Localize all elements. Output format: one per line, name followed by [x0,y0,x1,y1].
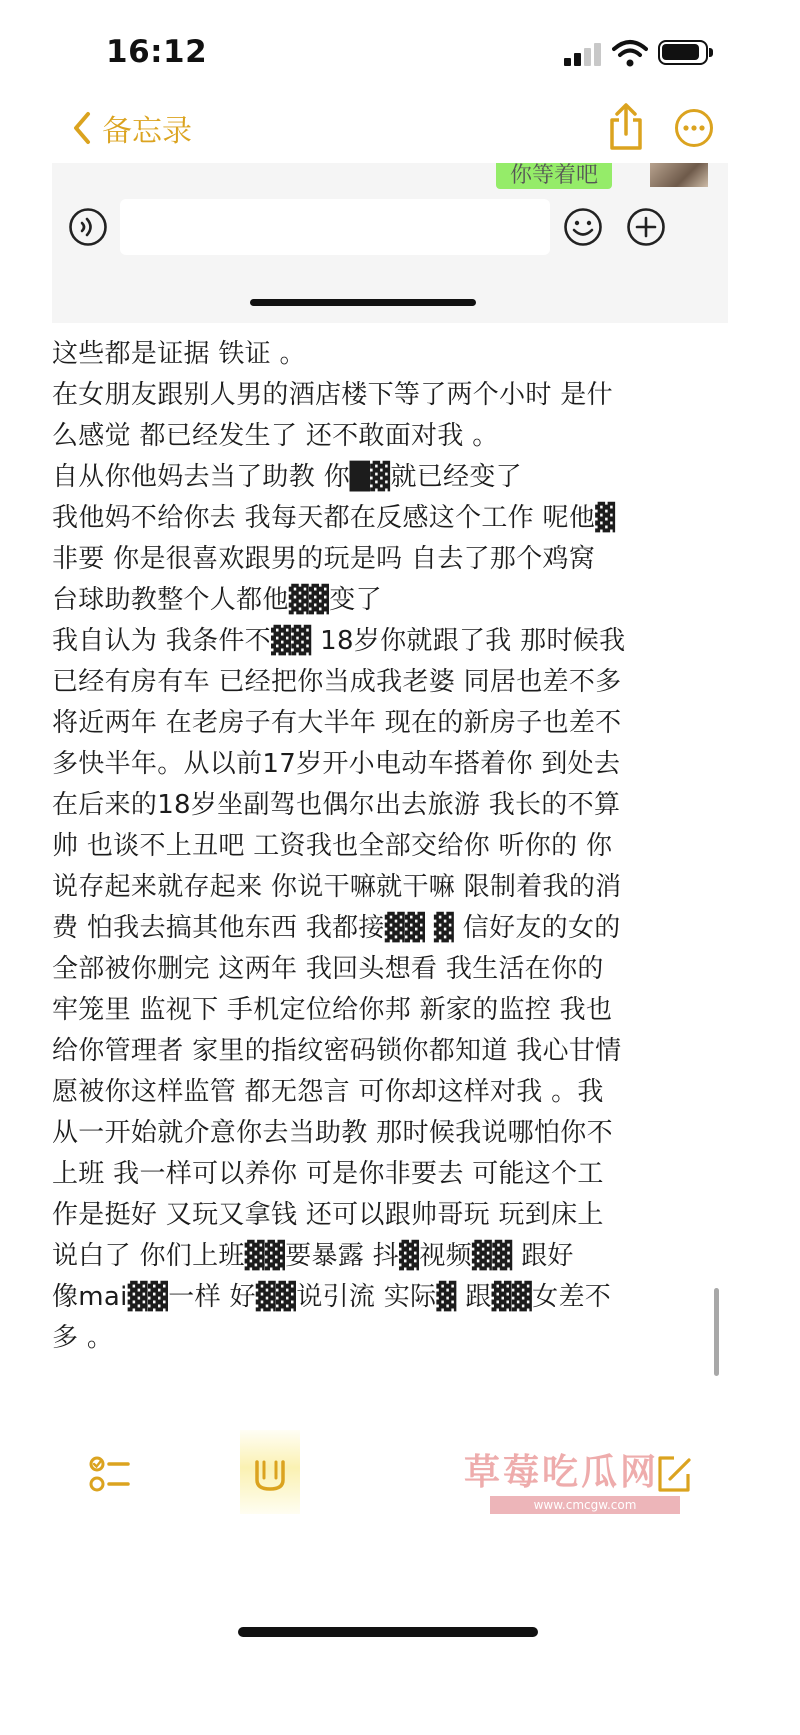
note-line: 我自认为 我条件不▓▓ 18岁你就跟了我 那时候我 [52,626,626,656]
chat-bubble: 你等着吧 [496,163,612,189]
note-line: 我他妈不给你去 我每天都在反感这个工作 呢他▓ [52,503,616,533]
note-line: 说存起来就存起来 你说干嘛就干嘛 限制着我的消 [52,872,622,902]
note-line: 在后来的18岁坐副驾也偶尔出去旅游 我长的不算 [52,790,621,820]
battery-icon [658,40,708,65]
note-line: 将近两年 在老房子有大半年 现在的新房子也差不 [52,708,622,738]
microphone-icon [250,1454,290,1494]
emoji-icon[interactable] [563,207,603,247]
note-line: 非要 你是很喜欢跟男的玩是吗 自去了那个鸡窝 [52,544,596,574]
note-line: 费 怕我去搞其他东西 我都接▓▓ ▓ 信好友的女的 [52,913,621,943]
chevron-left-icon [72,111,92,145]
microphone-button[interactable] [240,1430,300,1514]
avatar [650,163,708,187]
chat-input[interactable] [120,199,550,255]
note-line: 说白了 你们上班▓▓要暴露 抖▓视频▓▓ 跟好 [52,1241,574,1271]
note-line: 作是挺好 又玩又拿钱 还可以跟帅哥玩 玩到床上 [52,1200,604,1230]
note-line: 自从你他妈去当了助教 你█▓就已经变了 [52,462,522,492]
note-line: 从一开始就介意你去当助教 那时候我说哪怕你不 [52,1118,613,1148]
note-line: 像mai▓▓一样 好▓▓说引流 实际▓ 跟▓▓女差不 [52,1282,612,1312]
note-line: 上班 我一样可以养你 可是你非要去 可能这个工 [52,1159,604,1189]
note-line: 这些都是证据 铁证 。 [52,339,306,369]
wifi-icon [612,38,648,68]
note-line: 多快半年。从以前17岁开小电动车搭着你 到处去 [52,749,621,779]
note-line: 么感觉 都已经发生了 还不敢面对我 。 [52,421,499,451]
status-bar [52,0,748,100]
note-line: 已经有房有车 已经把你当成我老婆 同居也差不多 [52,667,622,697]
checklist-icon[interactable] [88,1452,132,1496]
notes-screen [52,0,748,1735]
voice-icon[interactable] [68,207,108,247]
plus-icon[interactable] [626,207,666,247]
note-line: 给你管理者 家里的指纹密码锁你都知道 我心甘情 [52,1036,622,1066]
share-icon[interactable] [606,102,646,152]
note-line: 多 。 [52,1323,114,1353]
watermark-url: www.cmcgw.com [490,1496,680,1514]
nav-bar [52,100,748,160]
bottom-toolbar [52,1420,748,1530]
chat-screenshot [52,163,728,323]
note-line: 全部被你删完 这两年 我回头想看 我生活在你的 [52,954,604,984]
signal-icon [564,42,602,66]
note-line: 在女朋友跟别人男的酒店楼下等了两个小时 是什 [52,380,613,410]
status-time: 16:12 [106,34,208,70]
note-line: 台球助教整个人都他▓▓变了 [52,585,382,615]
more-icon[interactable] [674,108,714,148]
back-button[interactable] [72,106,192,150]
scroll-indicator[interactable] [714,1288,719,1376]
home-indicator[interactable] [238,1627,538,1637]
note-body[interactable] [52,334,724,1359]
note-line: 牢笼里 监视下 手机定位给你邦 新家的监控 我也 [52,995,613,1025]
watermark: 草莓吃瓜网 [464,1452,660,1493]
back-label: 备忘录 [102,114,192,149]
note-line: 帅 也谈不上丑吧 工资我也全部交给你 听你的 你 [52,831,613,861]
note-line: 愿被你这样监管 都无怨言 可你却这样对我 。我 [52,1077,604,1107]
chat-home-indicator [250,299,476,306]
